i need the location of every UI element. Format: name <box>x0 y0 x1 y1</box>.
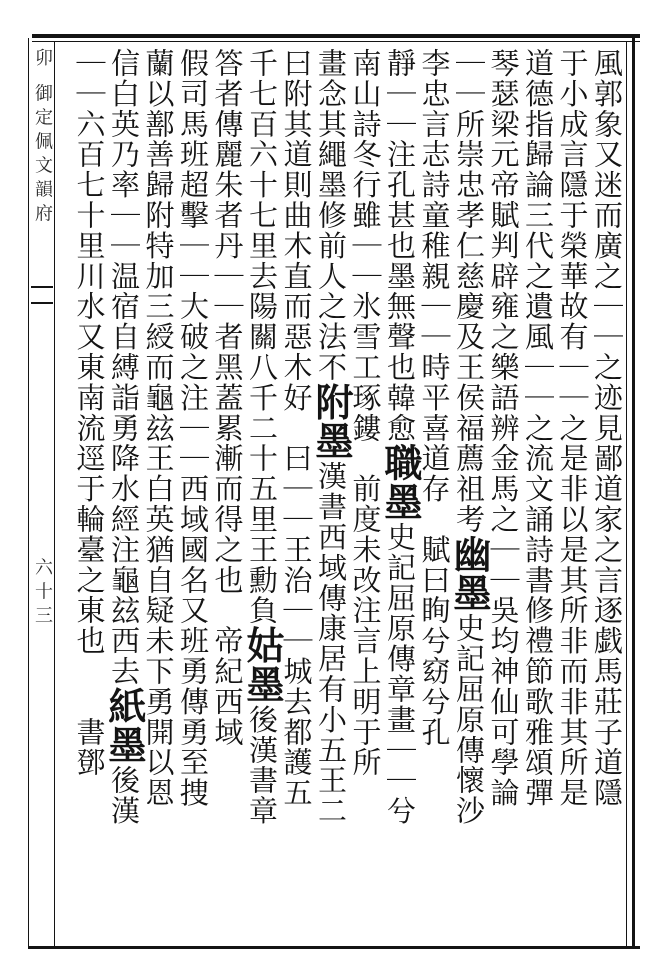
page-margin <box>30 48 54 938</box>
column-text: ｜｜所崇忠孝仁慈慶及王侯福薦祖考 <box>452 48 486 535</box>
frame-top-rule <box>32 34 640 38</box>
text-column <box>521 48 556 938</box>
headword: 姑墨 <box>240 625 285 705</box>
text-column <box>72 48 107 938</box>
column-text: 前度未改注言上明于所 <box>348 473 383 778</box>
frame-right-inner-rule <box>626 41 627 946</box>
frame-left-rule <box>28 38 29 946</box>
column-text: 風郭象又迷而廣之｜｜之迹見鄙道家之言逐戯馬莊子道隱 <box>590 48 624 808</box>
column-text: 千七百六十七里去陽關八千二十五里王勳負 <box>245 48 279 626</box>
text-column <box>447 48 492 938</box>
column-text: 賦曰眴兮窈兮孔 <box>417 534 452 748</box>
headword: 附墨 <box>309 382 354 462</box>
column-text <box>211 595 245 625</box>
text-column <box>210 48 245 938</box>
text-column <box>102 48 147 938</box>
text-column <box>309 48 354 938</box>
column-text: 假司馬班超擊｜｜大破之注｜｜西域國名又班勇傳勇至捜 <box>176 48 210 808</box>
column-text: 史記屈原傳章畫｜｜兮 <box>383 522 417 827</box>
text-column <box>176 48 211 938</box>
column-text: 道德指歸論三代之遺風｜｜之流文誦詩書修禮節歌雅頌彈 <box>521 48 555 808</box>
column-text: 琴瑟梁元帝賦判辟雍之樂語辨金馬之｜｜吳均神仙可學論 <box>486 48 521 808</box>
margin-label: 卯 御定佩文韻府 <box>32 48 53 228</box>
text-column <box>279 48 314 938</box>
column-text: 史記屈原傳懷沙 <box>452 613 486 827</box>
text-columns <box>58 48 624 938</box>
column-text: 書鄧 <box>72 716 107 778</box>
margin-column-rule <box>54 42 55 946</box>
column-text: 答者傳麗朱者丹｜｜者黑蓋累漸而得之也 <box>210 48 245 596</box>
column-text: 李忠言志詩童稚親｜｜時平喜道存 <box>417 48 452 504</box>
column-text: 信白英乃率｜｜温宿自縛詣勇降水經注龜玆西去 <box>107 48 141 687</box>
column-text: 于小成言隱于榮華故有｜｜之是非以是其所非而非其所是 <box>555 48 590 808</box>
column-text: 南山詩冬行雖｜｜氷雪工琢鏤 <box>348 48 383 444</box>
column-text: 蘭以鄯善歸附特加三綬而龜玆王白英猶自疑未下勇開以恩 <box>141 48 176 808</box>
fish-tail-mark <box>31 286 53 304</box>
margin-page-number: 六十三 <box>32 557 53 630</box>
text-column <box>240 48 285 938</box>
headword: 紙墨 <box>102 686 147 766</box>
column-text: 漢書西域傳康居有小五王二 <box>314 461 348 827</box>
text-column <box>378 48 423 938</box>
headword: 職墨 <box>378 443 423 523</box>
frame-bottom-rule <box>28 946 640 949</box>
column-text <box>280 413 314 443</box>
column-text <box>73 656 107 717</box>
column-text: 後漢 <box>107 765 141 827</box>
text-column <box>348 48 383 938</box>
frame-top-inner-rule <box>32 41 640 42</box>
column-text: ｜｜六百七十里川水又東南流逕于輪臺之東也 <box>72 48 107 656</box>
text-column <box>555 48 590 938</box>
text-column <box>141 48 176 938</box>
text-column <box>590 48 625 938</box>
column-text: 靜｜｜注孔甚也墨無聲也韓愈 <box>383 48 417 444</box>
frame-right-rule <box>632 34 635 949</box>
headword: 幽墨 <box>447 534 492 614</box>
column-text: 曰附其道則曲木直而惡木好 <box>279 48 314 413</box>
column-text: 畫念其繩墨修前人之法不 <box>314 48 348 383</box>
text-column <box>486 48 521 938</box>
column-text: 後漢書章 <box>245 704 279 827</box>
column-text: 帝紀西域 <box>210 625 245 748</box>
column-text: 曰｜｜王治｜｜城去都護五 <box>279 443 314 809</box>
